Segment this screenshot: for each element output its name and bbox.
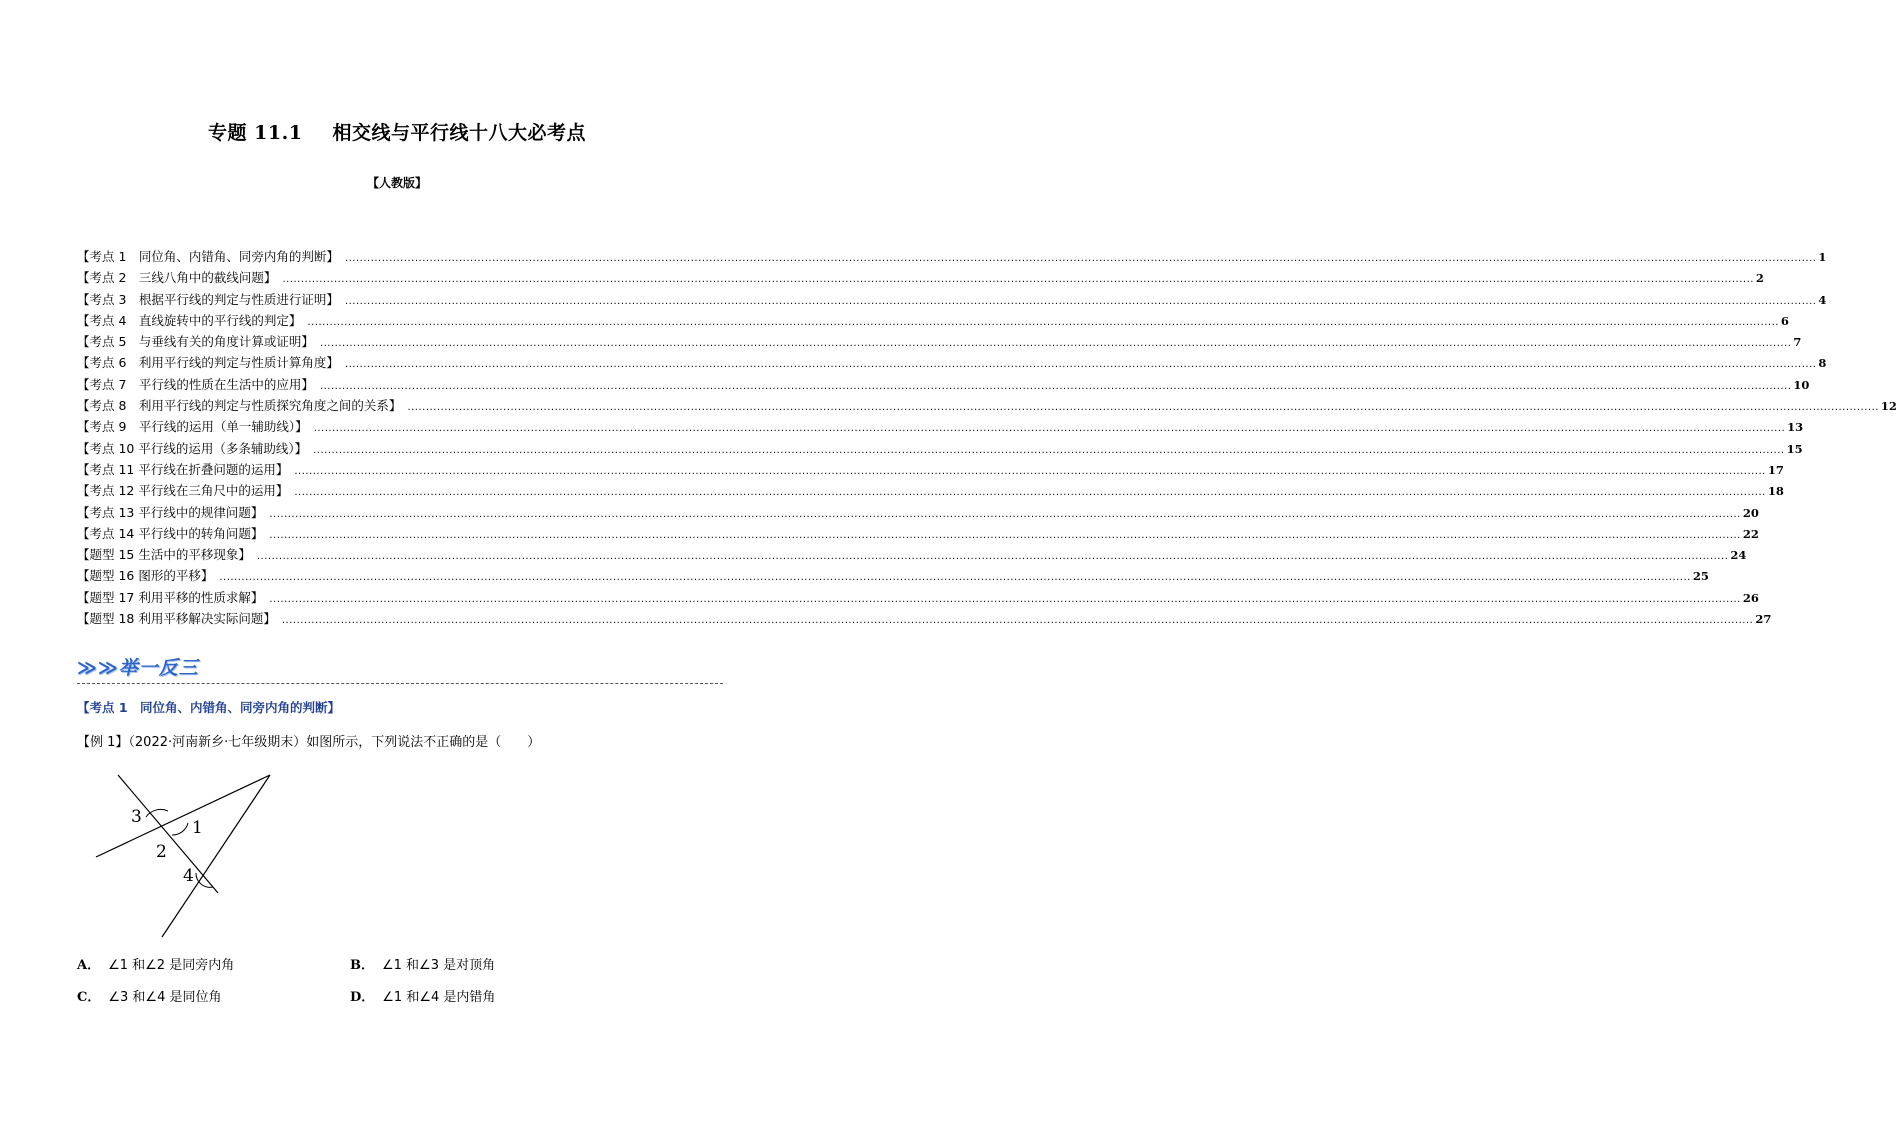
toc-leader-dots: ................................................................................................................................................................................................................................................................................................................................................................................................................ bbox=[269, 529, 1741, 541]
toc-leader-dots: ................................................................................................................................................................................................................................................................................................................................................................................................................ bbox=[319, 380, 1792, 392]
toc-entry-page: 12 bbox=[1880, 399, 1897, 414]
toc-entry-label: 【考点 1 同位角、内错角、同旁内角的判断】 bbox=[77, 249, 339, 264]
banner-divider bbox=[77, 683, 723, 684]
toc-entry-page: 4 bbox=[1818, 292, 1827, 307]
toc-leader-dots: ................................................................................................................................................................................................................................................................................................................................................................................................................ bbox=[269, 593, 1741, 605]
toc-entry-page: 2 bbox=[1755, 271, 1764, 286]
toc-entry-label: 【考点 10 平行线的运用（多条辅助线）】 bbox=[77, 440, 308, 456]
toc-leader-dots: ................................................................................................................................................................................................................................................................................................................................................................................................................ bbox=[256, 551, 1729, 563]
edition-label: 【人教版】 bbox=[366, 176, 427, 190]
toc-entry-label: 【考点 2 三线八角中的截线问题】 bbox=[77, 270, 277, 286]
toc-entry[interactable] bbox=[77, 502, 1759, 523]
toc-entry[interactable] bbox=[77, 352, 1827, 373]
page-title bbox=[0, 118, 794, 145]
example-label: 【例 1】 bbox=[77, 735, 129, 750]
toc-leader-dots: ................................................................................................................................................................................................................................................................................................................................................................................................................ bbox=[219, 572, 1691, 584]
toc-entry-label: 【考点 9 平行线的运用（单一辅助线）】 bbox=[77, 419, 308, 435]
toc-entry[interactable] bbox=[77, 544, 1747, 565]
toc-entry[interactable] bbox=[77, 395, 1897, 416]
toc-entry[interactable] bbox=[77, 587, 1759, 608]
option-d-text: ∠1 和∠4 是内错角 bbox=[382, 990, 496, 1005]
toc-entry-label: 【题型 15 生活中的平移现象】 bbox=[77, 547, 251, 563]
toc-entry[interactable] bbox=[77, 416, 1804, 437]
angle-arc-1 bbox=[172, 823, 188, 835]
toc-entry-label: 【题型 16 图形的平移】 bbox=[77, 568, 214, 584]
example-source: （2022·河南新乡·七年级期末） bbox=[128, 735, 307, 750]
toc-entry-page: 1 bbox=[1818, 250, 1827, 264]
banner-text: ≫≫举一反三 bbox=[77, 657, 199, 679]
option-a-text: ∠1 和∠2 是同旁内角 bbox=[108, 958, 235, 973]
toc-entry-label: 【考点 13 平行线中的规律问题】 bbox=[77, 504, 264, 520]
section-heading: 【考点 1 同位角、内错角、同旁内角的判断】 bbox=[77, 700, 341, 715]
toc-entry[interactable] bbox=[77, 523, 1759, 544]
section-banner bbox=[77, 653, 723, 683]
title-main: 相交线与平行线十八大必考点 bbox=[332, 122, 586, 144]
option-c-key: C． bbox=[77, 990, 101, 1005]
toc-entry-label: 【考点 4 直线旋转中的平行线的判定】 bbox=[77, 312, 302, 328]
toc-entry-label: 【题型 17 利用平移的性质求解】 bbox=[77, 589, 264, 605]
toc-entry-label: 【考点 5 与垂线有关的角度计算或证明】 bbox=[77, 334, 314, 350]
toc-entry-label: 【考点 8 利用平行线的判定与性质探究角度之间的关系】 bbox=[77, 398, 402, 414]
toc-leader-dots: ................................................................................................................................................................................................................................................................................................................................................................................................................ bbox=[307, 316, 1779, 328]
toc-leader-dots: ................................................................................................................................................................................................................................................................................................................................................................................................................ bbox=[407, 402, 1879, 414]
toc-entry[interactable] bbox=[77, 331, 1802, 352]
line-c bbox=[162, 775, 270, 937]
option-a[interactable] bbox=[77, 954, 234, 973]
toc-entry-page: 17 bbox=[1767, 462, 1784, 477]
toc-entry[interactable] bbox=[77, 565, 1709, 586]
toc-entry[interactable] bbox=[77, 608, 1772, 629]
angle-label-2: 2 bbox=[156, 842, 167, 862]
toc-entry-label: 【考点 12 平行线在三角尺中的运用】 bbox=[77, 483, 289, 499]
toc-entry-label: 【题型 18 利用平移解决实际问题】 bbox=[77, 611, 276, 627]
option-b-text: ∠1 和∠3 是对顶角 bbox=[382, 958, 496, 973]
toc-leader-dots: ................................................................................................................................................................................................................................................................................................................................................................................................................ bbox=[282, 274, 1754, 286]
toc-leader-dots: ................................................................................................................................................................................................................................................................................................................................................................................................................ bbox=[313, 423, 1786, 435]
option-a-key: A． bbox=[77, 958, 101, 973]
toc-entry-page: 18 bbox=[1767, 484, 1784, 499]
toc-entry-label: 【考点 11 平行线在折叠问题的运用】 bbox=[77, 461, 289, 477]
option-c-text: ∠3 和∠4 是同位角 bbox=[108, 990, 222, 1005]
toc-entry-page: 6 bbox=[1780, 313, 1789, 328]
toc-entry-label: 【考点 6 利用平行线的判定与性质计算角度】 bbox=[77, 355, 339, 371]
option-b-key: B． bbox=[350, 958, 374, 973]
toc-leader-dots: ................................................................................................................................................................................................................................................................................................................................................................................................................ bbox=[281, 615, 1754, 627]
toc-entry[interactable] bbox=[77, 480, 1784, 501]
toc-entry-page: 25 bbox=[1692, 569, 1709, 584]
toc-entry-page: 24 bbox=[1730, 548, 1747, 563]
angle-label-3: 3 bbox=[131, 807, 142, 827]
toc-entry-page: 20 bbox=[1742, 505, 1759, 520]
toc-entry[interactable] bbox=[77, 267, 1764, 288]
table-of-contents bbox=[77, 246, 1897, 629]
toc-entry-label: 【考点 14 平行线中的转角问题】 bbox=[77, 525, 264, 541]
toc-entry[interactable] bbox=[77, 289, 1827, 310]
angle-label-4: 4 bbox=[183, 866, 194, 886]
option-b[interactable] bbox=[350, 954, 495, 973]
option-d-key: D． bbox=[350, 990, 375, 1005]
toc-leader-dots: ................................................................................................................................................................................................................................................................................................................................................................................................................ bbox=[313, 444, 1785, 456]
toc-entry[interactable] bbox=[77, 374, 1810, 395]
angle-arc-3 bbox=[146, 809, 168, 817]
toc-leader-dots: ................................................................................................................................................................................................................................................................................................................................................................................................................ bbox=[344, 253, 1817, 264]
example-question-text: 如图所示，下列说法不正确的是（ ） bbox=[306, 735, 541, 750]
toc-leader-dots: ................................................................................................................................................................................................................................................................................................................................................................................................................ bbox=[294, 487, 1766, 499]
toc-entry-page: 26 bbox=[1742, 590, 1759, 605]
toc-entry[interactable] bbox=[77, 246, 1827, 267]
toc-entry-page: 27 bbox=[1755, 612, 1772, 627]
example-question bbox=[77, 731, 540, 750]
option-c[interactable] bbox=[77, 986, 221, 1005]
line-b bbox=[96, 775, 270, 857]
toc-leader-dots: ................................................................................................................................................................................................................................................................................................................................................................................................................ bbox=[319, 338, 1792, 350]
toc-leader-dots: ................................................................................................................................................................................................................................................................................................................................................................................................................ bbox=[294, 465, 1766, 477]
toc-entry-page: 22 bbox=[1742, 526, 1759, 541]
option-d[interactable] bbox=[350, 986, 495, 1005]
toc-leader-dots: ................................................................................................................................................................................................................................................................................................................................................................................................................ bbox=[344, 359, 1817, 371]
angle-label-1: 1 bbox=[192, 818, 203, 838]
toc-entry-label: 【考点 3 根据平行线的判定与性质进行证明】 bbox=[77, 291, 339, 307]
toc-entry[interactable] bbox=[77, 310, 1789, 331]
angle-figure bbox=[88, 765, 288, 945]
toc-entry-page: 15 bbox=[1786, 441, 1803, 456]
toc-entry-label: 【考点 7 平行线的性质在生活中的应用】 bbox=[77, 376, 314, 392]
toc-leader-dots: ................................................................................................................................................................................................................................................................................................................................................................................................................ bbox=[269, 508, 1741, 520]
title-prefix: 专题 11.1 bbox=[208, 122, 303, 144]
toc-entry-page: 10 bbox=[1793, 377, 1810, 392]
toc-entry-page: 7 bbox=[1793, 335, 1802, 350]
toc-leader-dots: ................................................................................................................................................................................................................................................................................................................................................................................................................ bbox=[344, 295, 1817, 307]
angle-arc-4 bbox=[196, 873, 213, 887]
toc-entry[interactable] bbox=[77, 438, 1803, 459]
toc-entry-page: 13 bbox=[1787, 420, 1804, 435]
toc-entry[interactable] bbox=[77, 459, 1784, 480]
toc-entry-page: 8 bbox=[1818, 356, 1827, 371]
